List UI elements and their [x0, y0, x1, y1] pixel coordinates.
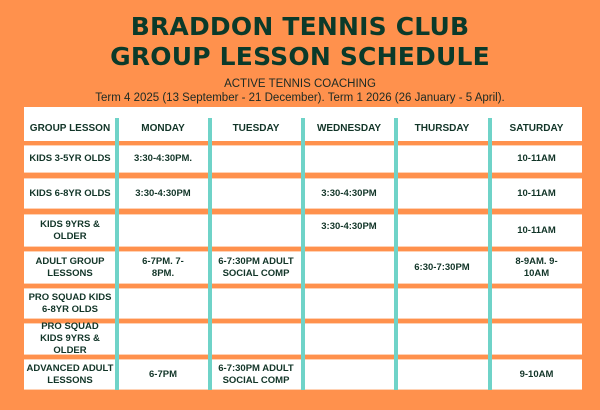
- tuesday-time: [211, 324, 301, 354]
- thursday-time: [397, 215, 487, 246]
- wednesday-time: 3:30-4:30PM: [321, 187, 377, 199]
- saturday-time: 10-11AM: [517, 153, 556, 164]
- thursday-time: [397, 360, 487, 389]
- saturday-time: [491, 324, 582, 354]
- tuesday-time: [211, 146, 301, 172]
- saturday-time: [491, 289, 582, 318]
- wednesday-time: 3:30-4:30PM: [321, 221, 377, 232]
- col-header-thursday: THURSDAY: [414, 123, 470, 134]
- monday-time: [118, 289, 208, 318]
- lesson-name: KIDS 3-5YR OLDS: [29, 153, 111, 164]
- tuesday-time: [211, 179, 301, 208]
- monday-time: 6-7PM. 7-8PM.: [142, 255, 184, 279]
- tuesday-time: [211, 289, 301, 318]
- column-divider: [394, 118, 398, 390]
- lesson-name: PRO SQUAD KIDS 6-8YR OLDS: [28, 291, 112, 315]
- lesson-name: ADULT GROUP LESSONS: [35, 255, 105, 279]
- saturday-time: 10-11AM: [517, 187, 556, 199]
- monday-time: [118, 215, 208, 246]
- tuesday-time: [211, 215, 301, 246]
- schedule-title: GROUP LESSON SCHEDULE: [110, 42, 490, 71]
- thursday-time: 6:30-7:30PM: [414, 261, 470, 273]
- col-header-monday: MONDAY: [141, 123, 185, 134]
- wednesday-time: [304, 146, 394, 172]
- col-header-group-lesson: GROUP LESSON: [29, 123, 111, 134]
- lesson-name: KIDS 6-8YR OLDS: [29, 187, 111, 199]
- saturday-time: 8-9AM. 9-10AM: [515, 255, 558, 279]
- lesson-name: KIDS 9YRS & OLDER: [40, 218, 100, 242]
- wednesday-time: [304, 324, 394, 354]
- wednesday-time: [304, 360, 394, 389]
- tuesday-time: 6-7:30PM ADULT SOCIAL COMP: [218, 255, 294, 279]
- monday-time: 3:30-4:30PM.: [133, 153, 193, 164]
- col-header-saturday: SATURDAY: [509, 123, 564, 134]
- thursday-time: [397, 289, 487, 318]
- saturday-time: 9-10AM: [519, 368, 554, 380]
- column-divider: [115, 118, 119, 390]
- lesson-name: ADVANCED ADULT LESSONS: [26, 362, 114, 386]
- wednesday-time: [304, 252, 394, 283]
- thursday-time: [397, 324, 487, 354]
- coaching-subtitle: ACTIVE TENNIS COACHING: [224, 78, 376, 90]
- col-header-tuesday: TUESDAY: [232, 123, 280, 134]
- monday-time: [118, 324, 208, 354]
- wednesday-time: [304, 289, 394, 318]
- club-title: BRADDON TENNIS CLUB: [130, 12, 470, 41]
- tuesday-time: 6-7:30PM ADULT SOCIAL COMP: [218, 362, 294, 386]
- term-dates: Term 4 2025 (13 September - 21 December). Term 1 2026 (26 January - 5 April).: [95, 92, 505, 104]
- saturday-time: 10-11AM: [517, 224, 556, 236]
- thursday-time: [397, 146, 487, 172]
- thursday-time: [397, 179, 487, 208]
- lesson-name: PRO SQUAD KIDS 9YRS & OLDER: [40, 321, 100, 356]
- schedule-table: [24, 107, 582, 390]
- monday-time: 3:30-4:30PM: [135, 187, 191, 199]
- column-divider: [488, 118, 492, 390]
- col-header-wednesday: WEDNESDAY: [316, 123, 382, 134]
- column-divider: [208, 118, 212, 390]
- monday-time: 6-7PM: [149, 368, 177, 380]
- column-divider: [301, 118, 305, 390]
